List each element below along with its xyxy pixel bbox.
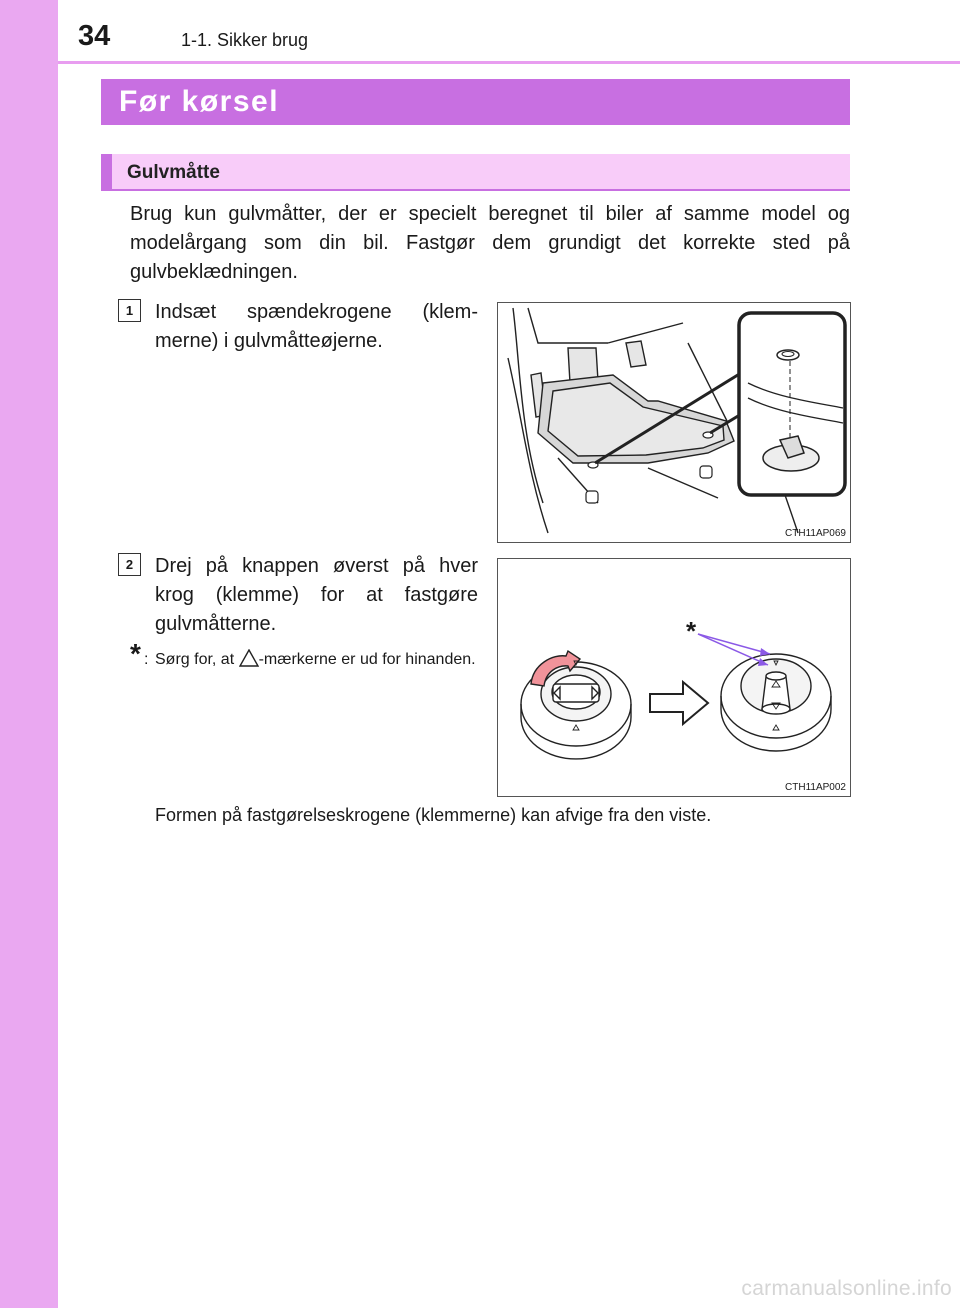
knob-illustration bbox=[498, 559, 850, 796]
note-text-after: -mærkerne er ud for hinanden. bbox=[258, 651, 476, 668]
figure-turn-knob bbox=[497, 558, 851, 797]
section-title: Gulvmåtte bbox=[127, 162, 220, 183]
step-number-2: 2 bbox=[118, 553, 141, 576]
figure-asterisk: * bbox=[686, 616, 697, 646]
section-header bbox=[101, 154, 850, 191]
chapter-title: Før kørsel bbox=[119, 85, 280, 118]
triangle-icon bbox=[239, 649, 259, 667]
header-rule bbox=[58, 61, 960, 64]
note-colon: : bbox=[144, 651, 149, 668]
page-number: 34 bbox=[78, 20, 111, 52]
figure-code: CTH11AP069 bbox=[785, 528, 846, 539]
note-asterisk: * bbox=[130, 638, 141, 669]
note-text bbox=[155, 648, 480, 671]
bottom-note: Formen på fastgørelseskrogene (klemmerne) kan afvige fra den viste. bbox=[155, 805, 712, 825]
floor-mat-illustration bbox=[498, 303, 850, 542]
watermark: carmanualsonline.info bbox=[741, 1277, 952, 1300]
section-bar bbox=[101, 154, 112, 191]
section-path: 1-1. Sikker brug bbox=[181, 30, 309, 50]
step-1-text: Indsæt spændekrogene (klem-merne) i gulvmåtteøjerne. bbox=[155, 301, 478, 352]
note-text-before: Sørg for, at bbox=[155, 651, 235, 668]
figure-floor-mat-hooks bbox=[497, 302, 851, 543]
step-2-text: Drej på knappen øverst på hver krog (klemme) for at fastgøre gulvmåtterne. bbox=[155, 555, 478, 635]
intro-paragraph: Brug kun gulvmåtter, der er specielt beregnet til biler af samme model og modelårgang som din bil. Fastgør dem grundigt det korrekte sted på gulvbeklædningen. bbox=[130, 203, 850, 283]
chapter-banner bbox=[101, 79, 850, 125]
figure-code: CTH11AP002 bbox=[785, 782, 846, 793]
side-strip bbox=[0, 0, 58, 1308]
step-number-1: 1 bbox=[118, 299, 141, 322]
